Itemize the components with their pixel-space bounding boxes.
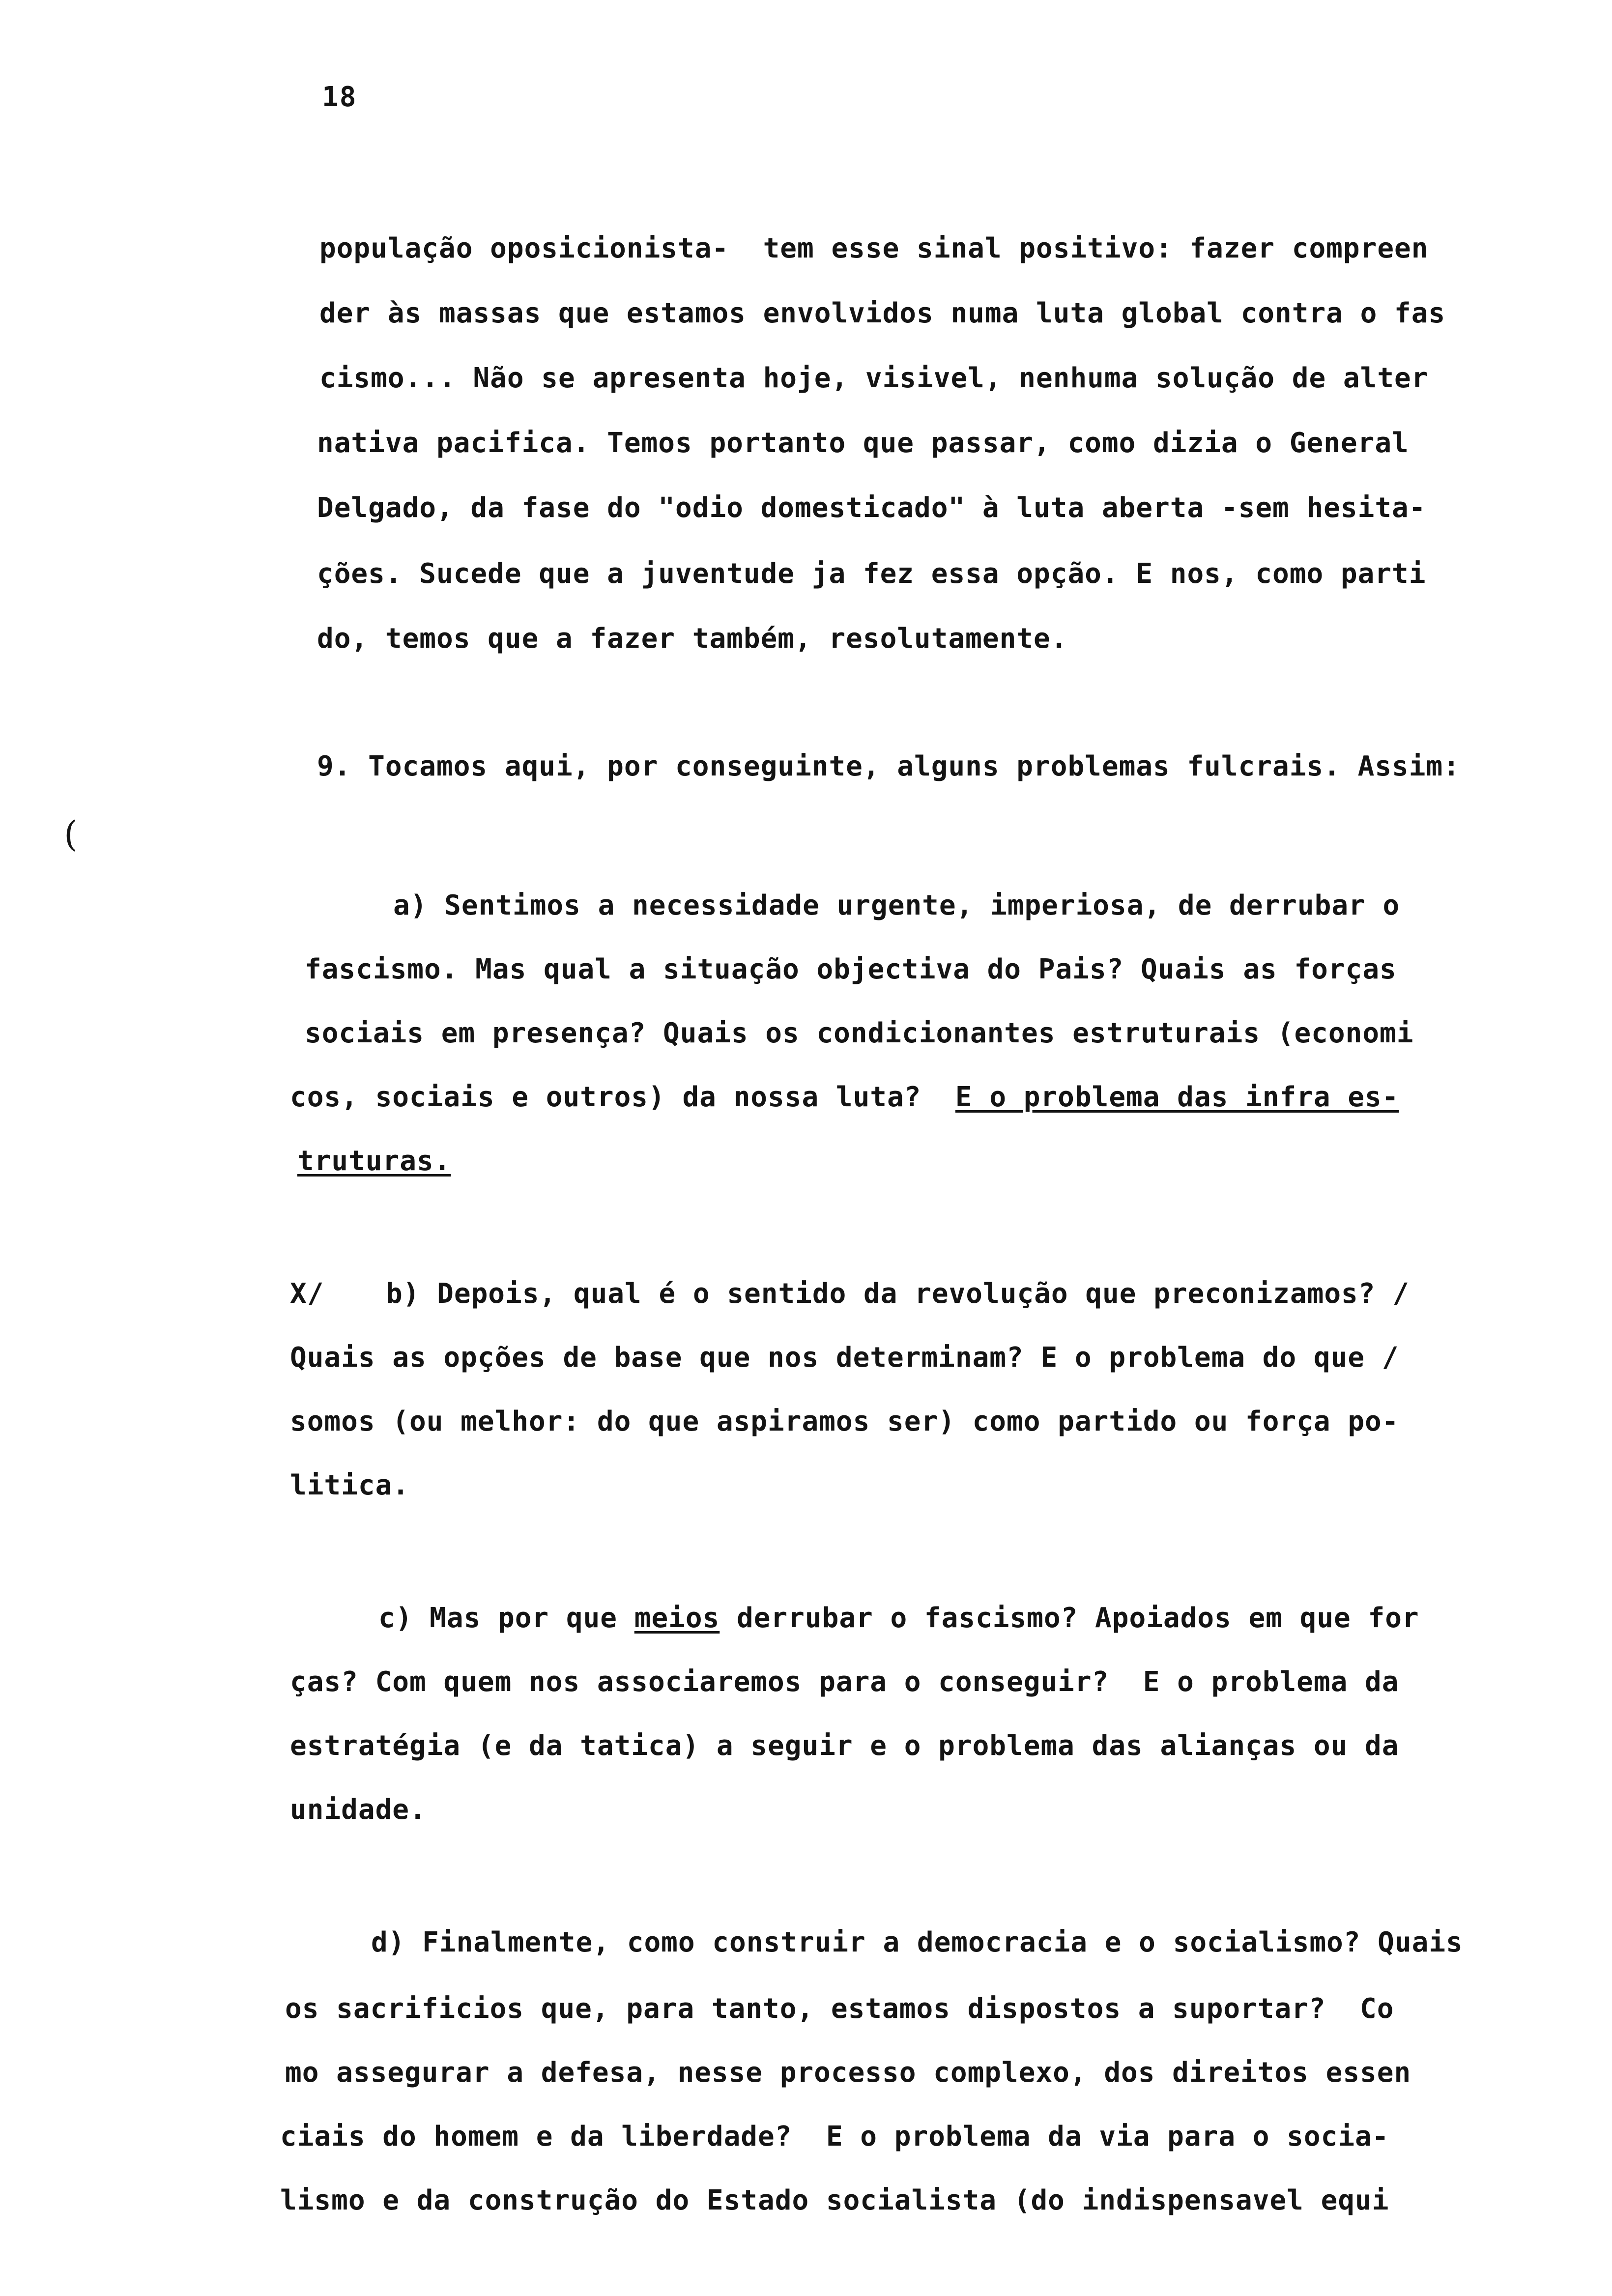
text-segment: c) Mas por que xyxy=(378,1602,618,1634)
text-line: ças? Com quem nos associaremos para o conseguir? E o problema da xyxy=(290,1666,1399,1698)
text-line: ções. Sucede que a juventude ja fez essa opção. E nos, como parti xyxy=(317,558,1426,590)
text-line xyxy=(290,1081,1399,1113)
text-line: Delgado, da fase do "odio domesticado" à luta aberta -sem hesita- xyxy=(317,492,1426,524)
text-line: b) Depois, qual é o sentido da revolução que preconizamos? / xyxy=(386,1278,1410,1310)
text-line: população oposicionista- tem esse sinal positivo: fazer compreen xyxy=(319,232,1429,264)
text-line: fascismo. Mas qual a situação objectiva do Pais? Quais as forças xyxy=(305,953,1397,985)
text-line: a) Sentimos a necessidade urgente, imperiosa, de derrubar o xyxy=(393,890,1400,921)
margin-bracket-mark: ( xyxy=(64,813,78,855)
text-line: litica. xyxy=(290,1469,410,1501)
underlined-word: meios xyxy=(634,1602,720,1634)
text-line: estratégia (e da tatica) a seguir e o problema das alianças ou da xyxy=(290,1730,1399,1762)
text-line xyxy=(378,1602,1419,1634)
text-line: os sacrificios que, para tanto, estamos dispostos a suportar? Co xyxy=(285,1993,1394,2025)
handwritten-mark: X/ xyxy=(290,1278,324,1310)
text-line: mo assegurar a defesa, nesse processo complexo, dos direitos essen xyxy=(285,2057,1411,2089)
point-9-heading: 9. Tocamos aqui, por conseguinte, alguns problemas fulcrais. Assim: xyxy=(317,750,1460,782)
page-number: 18 xyxy=(322,81,357,113)
text-line: do, temos que a fazer também, resolutamente. xyxy=(317,623,1068,655)
text-line: somos (ou melhor: do que aspiramos ser) como partido ou força po- xyxy=(290,1406,1399,1437)
text-line: Quais as opções de base que nos determinam? E o problema do que / xyxy=(290,1342,1399,1374)
text-line: sociais em presença? Quais os condicionantes estruturais (economi xyxy=(305,1017,1414,1049)
text-line: der às massas que estamos envolvidos numa luta global contra o fas xyxy=(319,297,1446,329)
text-line: cismo... Não se apresenta hoje, visivel, nenhuma solução de alter xyxy=(319,362,1429,394)
text-line: ciais do homem e da liberdade? E o problema da via para o socia- xyxy=(280,2121,1389,2152)
text-line: nativa pacifica. Temos portanto que passar, como dizia o General xyxy=(317,427,1409,459)
text-segment: cos, sociais e outros) da nossa luta? xyxy=(290,1081,921,1113)
text-line: d) Finalmente, como construir a democracia e o socialismo? Quais xyxy=(371,1926,1463,1958)
text-segment: derrubar o fascismo? Apoiados em que for xyxy=(737,1602,1419,1634)
underlined-phrase: E o problema das infra es- xyxy=(955,1081,1399,1113)
text-line: unidade. xyxy=(290,1794,427,1826)
text-line: lismo e da construção do Estado socialista (do indispensavel equi xyxy=(280,2184,1389,2216)
underlined-phrase: truturas. xyxy=(297,1145,451,1177)
